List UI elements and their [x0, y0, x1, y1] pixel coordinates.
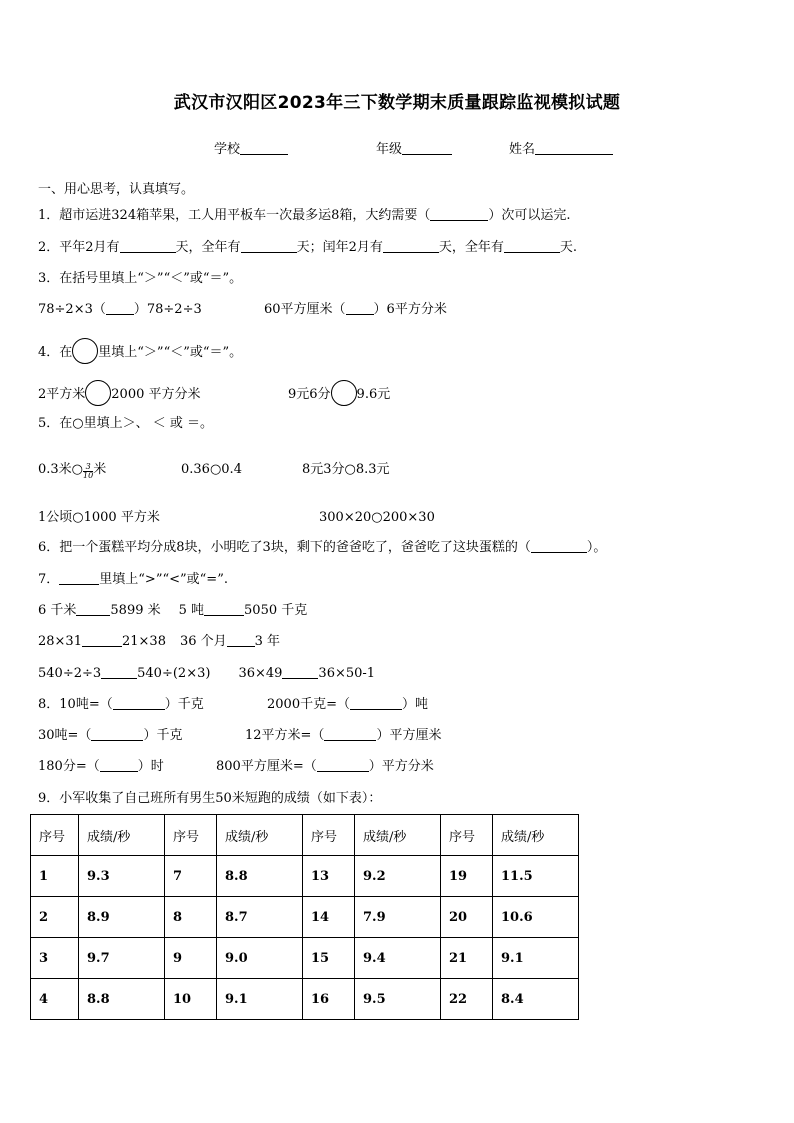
q3-blank-2[interactable]: [346, 302, 374, 315]
name-field: [509, 142, 613, 158]
q8-r2-a: 30吨=（: [38, 728, 92, 743]
q2-blank-3[interactable]: [383, 240, 439, 253]
q4-circle-1[interactable]: [85, 380, 111, 406]
q5-item-2: 0.36○0.4: [181, 462, 242, 477]
q2-text-d: 天，全年有: [438, 240, 504, 255]
q8-blank-6[interactable]: [317, 759, 369, 772]
table-cell: 14: [303, 897, 355, 938]
q3-item-2: [264, 302, 447, 318]
table-cell: 8.4: [493, 979, 579, 1020]
q3-item-1-a: 78÷2×3（: [38, 302, 106, 317]
q4-item-1-b: 2000 平方分米: [111, 387, 201, 402]
table-cell: 16: [303, 979, 355, 1020]
q3-item-1-b: ）78÷2÷3: [133, 302, 202, 317]
table-cell: 19: [441, 856, 493, 897]
table-cell: 9.2: [355, 856, 441, 897]
q7-r2-d: 3 年: [254, 634, 281, 649]
grade-blank[interactable]: [402, 142, 452, 155]
q5-item-1: [38, 462, 106, 480]
question-5-stem: 5．在○里填上＞、 ＜ 或 ＝。: [38, 416, 214, 431]
q2-blank-2[interactable]: [241, 240, 297, 253]
q8-r3-c: 800平方厘米=（: [216, 759, 317, 774]
exam-title: 武汉市汉阳区2023年三下数学期末质量跟踪监视模拟试题: [173, 93, 621, 113]
table-cell: 10: [165, 979, 217, 1020]
school-field: [214, 142, 288, 158]
table-cell: 9.0: [217, 938, 303, 979]
question-7-stem: [38, 572, 228, 588]
q8-r1-b: ）千克: [164, 697, 204, 712]
q1-blank[interactable]: [430, 208, 488, 221]
q7-r3-d: 36×50-1: [318, 666, 376, 681]
q7-r3-c: 36×49: [238, 666, 283, 681]
table-header-cell: 成绩/秒: [79, 815, 165, 856]
table-cell: 9: [165, 938, 217, 979]
table-cell: 8.7: [217, 897, 303, 938]
scores-table: [30, 814, 579, 1020]
fraction: [83, 463, 93, 480]
table-header-cell: 成绩/秒: [493, 815, 579, 856]
table-cell: 11.5: [493, 856, 579, 897]
q8-r2-b: ）千克: [143, 728, 183, 743]
q8-r3-a: 180分=（: [38, 759, 100, 774]
q8-blank-1[interactable]: [113, 697, 165, 710]
q8-row-2-right: [245, 728, 441, 744]
table-row: [31, 979, 579, 1020]
table-header-cell: 序号: [165, 815, 217, 856]
q7-row-3: [38, 666, 375, 682]
q5-item-3: 8元3分○8.3元: [302, 462, 390, 477]
table-header-cell: 成绩/秒: [355, 815, 441, 856]
q2-text-c: 天；闰年2月有: [296, 240, 383, 255]
name-label: 姓名: [509, 142, 536, 157]
q7-r1-b: 5899 米: [110, 603, 161, 618]
q4-item-2: [288, 380, 390, 406]
q8-r2-d: ）平方厘米: [376, 728, 442, 743]
table-cell: 1: [31, 856, 79, 897]
q8-blank-2[interactable]: [350, 697, 402, 710]
question-1: [38, 208, 571, 224]
table-header-cell: 序号: [303, 815, 355, 856]
q8-r3-d: ）平方分米: [368, 759, 434, 774]
q2-text-e: 天.: [559, 240, 577, 255]
q8-row-2-left: [38, 728, 182, 744]
q3-blank-1[interactable]: [106, 302, 134, 315]
q8-blank-3[interactable]: [91, 728, 143, 741]
circle-blank-icon: [72, 338, 98, 364]
q4-item-2-b: 9.6元: [356, 387, 391, 402]
q7-blank-2[interactable]: [204, 603, 244, 616]
table-cell: 9.5: [355, 979, 441, 1020]
table-cell: 22: [441, 979, 493, 1020]
q8-r2-c: 12平方米=（: [245, 728, 325, 743]
table-row: [31, 897, 579, 938]
q2-blank-4[interactable]: [504, 240, 560, 253]
q8-row-1-left: [38, 697, 204, 713]
q7-row-1: [38, 603, 307, 619]
q7-blank-5[interactable]: [101, 666, 137, 679]
q1-text-a: 1．超市运进324箱苹果，工人用平板车一次最多运8箱，大约需要（: [38, 208, 431, 223]
q7-stem-a: 7．: [38, 572, 60, 587]
table-cell: 9.4: [355, 938, 441, 979]
school-blank[interactable]: [240, 142, 288, 155]
table-cell: 7.9: [355, 897, 441, 938]
fraction-numerator: 3: [83, 463, 93, 472]
q4-stem-a: 4．在: [38, 345, 73, 360]
table-cell: 9.3: [79, 856, 165, 897]
table-cell: 3: [31, 938, 79, 979]
q3-item-2-b: ）6平方分米: [373, 302, 447, 317]
table-header-cell: 序号: [31, 815, 79, 856]
grade-label: 年级: [376, 142, 403, 157]
question-6: [38, 540, 606, 556]
question-9-stem: 9．小军收集了自己班所有男生50米短跑的成绩（如下表）：: [38, 791, 382, 806]
q4-item-1-a: 2平方米: [38, 387, 86, 402]
q7-r1-c: 5 吨: [178, 603, 205, 618]
q4-stem-b: 里填上“＞”“＜”或“＝”。: [98, 345, 243, 360]
q8-row-1-right: [267, 697, 428, 713]
q8-r1-c: 2000千克=（: [267, 697, 350, 712]
section-heading: 一、用心思考，认真填写。: [38, 182, 195, 197]
q8-r1-d: ）吨: [401, 697, 428, 712]
table-cell: 13: [303, 856, 355, 897]
table-cell: 15: [303, 938, 355, 979]
q5-item-5: 300×20○200×30: [319, 510, 435, 525]
table-cell: 8: [165, 897, 217, 938]
school-label: 学校: [214, 142, 241, 157]
q2-text-b: 天，全年有: [175, 240, 241, 255]
name-blank[interactable]: [535, 142, 613, 155]
q1-text-b: ）次可以运完.: [488, 208, 571, 223]
q7-blank-4[interactable]: [227, 634, 255, 647]
q7-blank-1[interactable]: [76, 603, 110, 616]
question-3-stem: 3．在括号里填上“＞”“＜”或“＝”。: [38, 271, 243, 286]
table-cell: 4: [31, 979, 79, 1020]
q3-item-2-a: 60平方厘米（: [264, 302, 346, 317]
q6-blank[interactable]: [531, 540, 587, 553]
q7-row-2: [38, 634, 280, 650]
fraction-denominator: 10: [83, 471, 94, 480]
table-row: [31, 938, 579, 979]
q7-blank-3[interactable]: [82, 634, 122, 647]
q6-text-b: ）。: [586, 540, 607, 555]
table-header-row: [31, 815, 579, 856]
question-4-stem: [38, 338, 242, 364]
table-cell: 2: [31, 897, 79, 938]
table-cell: 8.8: [217, 856, 303, 897]
q7-r2-a: 28×31: [38, 634, 82, 649]
q7-blank-6[interactable]: [282, 666, 318, 679]
q5-item-4: 1公顷○1000 平方米: [38, 510, 160, 525]
q5-item-1-a: 0.3米○: [38, 462, 84, 477]
table-cell: 9.7: [79, 938, 165, 979]
table-row: [31, 856, 579, 897]
q4-circle-2[interactable]: [331, 380, 357, 406]
table-cell: 8.9: [79, 897, 165, 938]
table-cell: 10.6: [493, 897, 579, 938]
q8-blank-5[interactable]: [100, 759, 138, 772]
q7-r3-a: 540÷2÷3: [38, 666, 102, 681]
q7-r1-d: 5050 千克: [244, 603, 308, 618]
q7-stem-blank: [59, 572, 99, 585]
table-cell: 7: [165, 856, 217, 897]
q4-item-2-a: 9元6分: [288, 387, 331, 402]
q2-text-a: 2．平年2月有: [38, 240, 120, 255]
q7-stem-b: 里填上“>”“<”或“=”.: [99, 572, 228, 587]
grade-field: [376, 142, 452, 158]
q2-blank-1[interactable]: [120, 240, 176, 253]
q8-row-3-right: [216, 759, 434, 775]
q7-r2-b: 21×38: [121, 634, 166, 649]
q7-r1-a: 6 千米: [38, 603, 77, 618]
table-cell: 9.1: [493, 938, 579, 979]
table-cell: 20: [441, 897, 493, 938]
q4-item-1: [38, 380, 201, 406]
table-cell: 21: [441, 938, 493, 979]
q3-item-1: [38, 302, 202, 318]
table-cell: 8.8: [79, 979, 165, 1020]
table-header-cell: 成绩/秒: [217, 815, 303, 856]
q7-r3-b: 540÷(2×3): [137, 666, 211, 681]
q8-r1-a: 8．10吨=（: [38, 697, 113, 712]
q7-r2-c: 36 个月: [179, 634, 227, 649]
question-2: [38, 240, 577, 256]
q8-r3-b: ）时: [137, 759, 164, 774]
q8-blank-4[interactable]: [324, 728, 376, 741]
q5-item-1-b: 米: [93, 462, 107, 477]
q6-text-a: 6．把一个蛋糕平均分成8块，小明吃了3块，剩下的爸爸吃了，爸爸吃了这块蛋糕的（: [38, 540, 531, 555]
q8-row-3-left: [38, 759, 164, 775]
table-cell: 9.1: [217, 979, 303, 1020]
table-header-cell: 序号: [441, 815, 493, 856]
